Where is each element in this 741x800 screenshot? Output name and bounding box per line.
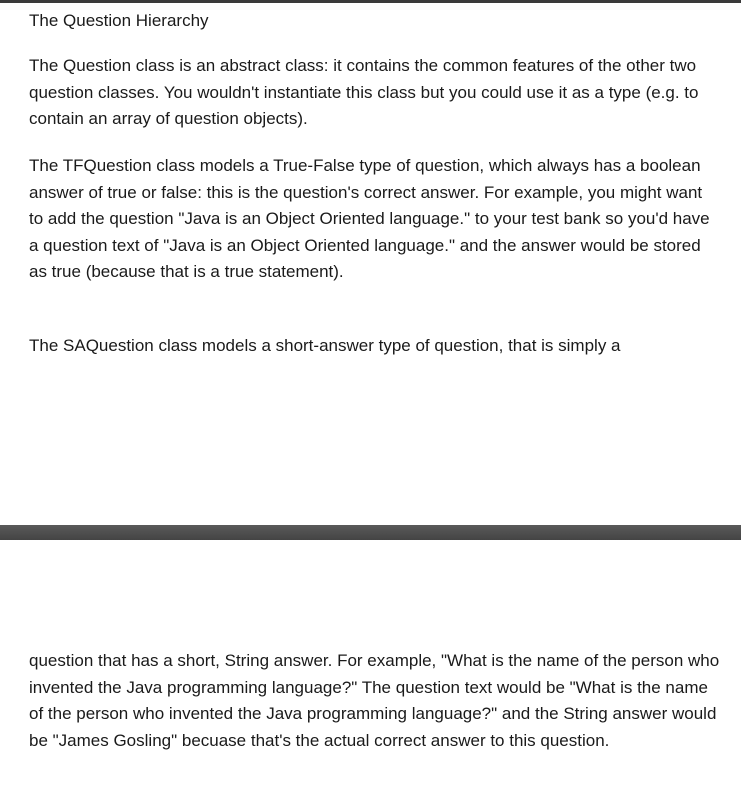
page-separator [0,525,741,540]
paragraph-tfquestion-class: The TFQuestion class models a True-False type of question, which always has a boolean answer of true or false: this is the question's correct answer. For example, you might want to add the question "Java is an Object Oriented language." to your test bank so you'd have a question text of "Java is an Object Oriented language." and the answer would be stored as true (because that is a true statement). [29,156,710,282]
section-heading: The Question Hierarchy [29,11,209,30]
document-page-2 [0,540,741,800]
paragraph-question-class: The Question class is an abstract class: it contains the common features of the other two question classes. You wouldn't instantiate this class but you could use it as a type (e.g. to contain an array of question objects). [29,56,699,129]
paragraph-saquestion-class-continued: question that has a short, String answer. For example, "What is the name of the person who invented the Java programming language?" The question text would be "What is the name of the person who invented the Java programming language?" and the String answer would be "James Gosling" becuase that's the actual correct answer to this question. [29,651,720,750]
paragraph-saquestion-class-start: The SAQuestion class models a short-answer type of question, that is simply a [29,336,621,355]
document-page-1 [0,3,741,525]
